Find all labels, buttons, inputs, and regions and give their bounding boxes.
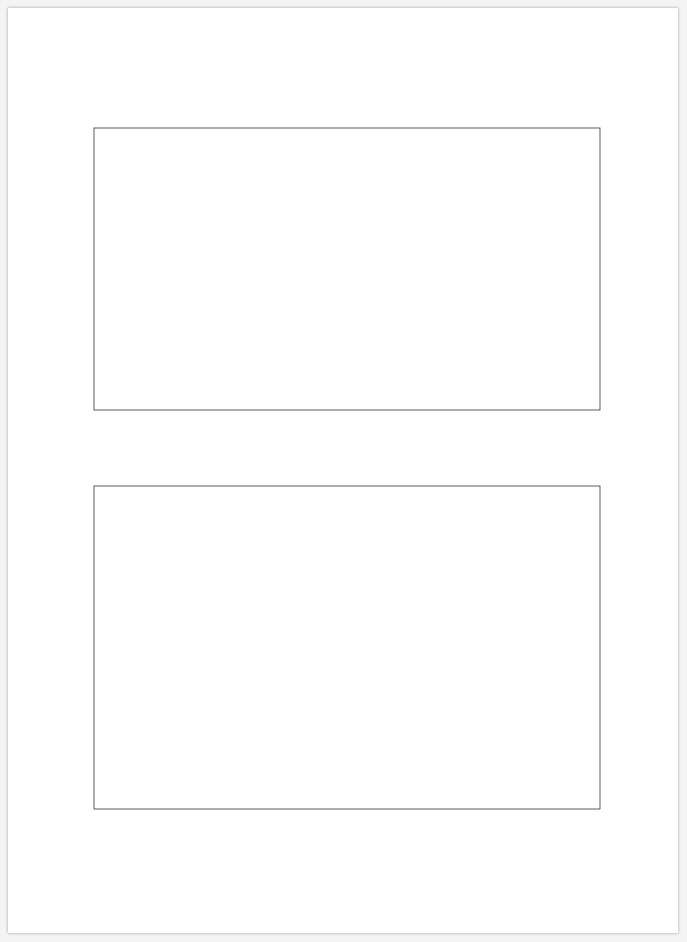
- xrd-panel-bottom: [94, 486, 600, 809]
- document-page: [8, 8, 678, 933]
- xrd-figure: [8, 8, 678, 933]
- xrd-panel-top: [94, 128, 600, 410]
- bottom-plot-frame: [94, 486, 600, 809]
- top-plot-frame: [94, 128, 600, 410]
